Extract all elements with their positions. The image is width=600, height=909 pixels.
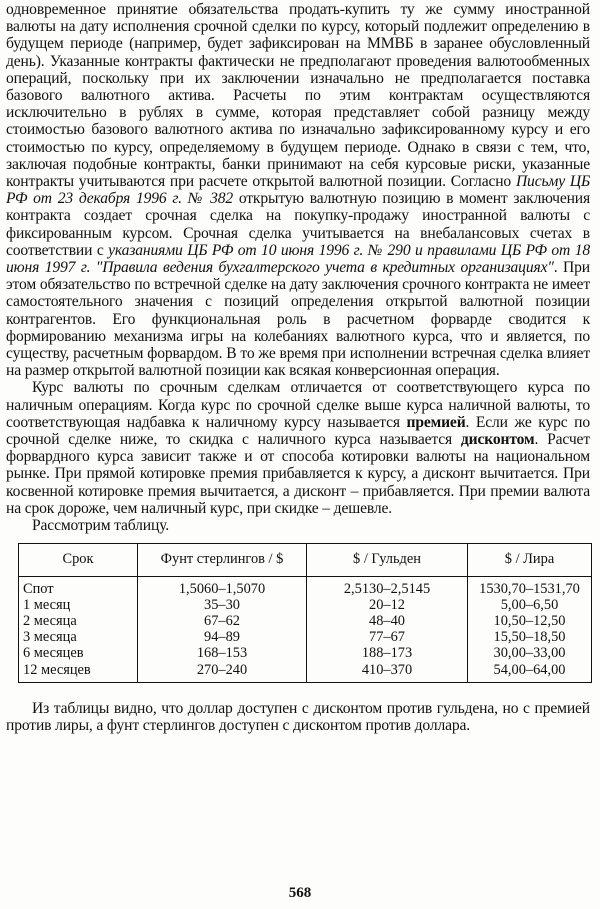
cell-value: 30,00–33,00 (468, 645, 592, 661)
forward-rates-table (18, 543, 592, 682)
document-page (0, 1, 600, 909)
text-run: . Если же курс по срочной сделке ниже, то скидка с наличного курса называется (6, 413, 590, 449)
cell-value: 54,00–64,00 (468, 662, 592, 683)
cell-value: 94–89 (138, 629, 307, 645)
table-row (19, 629, 592, 645)
column-header-usd-lira: $ / Лира (468, 544, 592, 576)
table-header-row (19, 544, 592, 576)
text-run: открытую валютную позицию в момент заключения контракта создает срочная сделка на покупку-продажу иностранной валюты с фиксированным курсом. Срочная сделка учитывается на внебалансовых счетах в соответствии с (6, 190, 591, 259)
table-row (19, 662, 592, 683)
paragraph-table-intro (6, 517, 590, 534)
page-number: 568 (288, 885, 312, 901)
paragraph-forward-settlement (6, 1, 590, 379)
column-header-term: Срок (19, 544, 138, 576)
table-row (19, 613, 592, 629)
cell-term: 12 месяцев (19, 662, 138, 683)
cell-term: 1 месяц (19, 597, 138, 613)
cell-value: 5,00–6,50 (468, 597, 592, 613)
text-run: . Расчет форвардного курса зависит также и от способа котировки валюты на национальном рынке. При прямой котировке премия прибавляется к курсу, а дисконт вычитается. При косвенной котировке премия вычитается, а дисконт – прибавляется. При премии валюта на срок дороже, чем наличный курс, при скидке – дешевле. (6, 431, 590, 517)
cell-term: 3 месяца (19, 629, 138, 645)
column-header-usd-guilder: $ / Гульден (307, 544, 468, 576)
text-run: . При этом обязательство по встречной сделке на дату заключения срочного контракта не имеет самостоятельного значения с позиций определения открытой валютной позиции контрагентов. Его функциональная роль в расчетном форварде сводится к формированию механизма игры на колебаниях валютного курса, что и является, по существу, расчетным форвардом. В то же время при исполнении встречная сделка влияет на размер открытой валютной позиции как всякая конверсионная операция. (6, 259, 590, 380)
text-run: Из таблицы видно, что доллар доступен с дисконтом против гульдена, но с премией против лиры, а фунт стерлингов доступен с дисконтом против доллара. (6, 699, 590, 734)
cell-value: 1,5060–1,5070 (138, 576, 307, 597)
cell-term: 6 месяцев (19, 645, 138, 661)
cell-term: Спот (19, 576, 138, 597)
cell-value: 48–40 (307, 613, 468, 629)
cell-value: 77–67 (307, 629, 468, 645)
cell-value: 270–240 (138, 662, 307, 683)
text-run: Курс валюты по срочным сделкам отличается от соответствующего курса по наличным операциям. Когда курс по срочной сделке выше курса наличной валюты, то соответствующая надбавка к наличному курсу называется (6, 379, 590, 431)
cell-value: 168–153 (138, 645, 307, 661)
cell-value: 2,5130–2,5145 (307, 576, 468, 597)
table-row (19, 645, 592, 661)
cell-value: 1530,70–1531,70 (468, 576, 592, 597)
cell-value: 35–30 (138, 597, 307, 613)
cell-value: 188–173 (307, 645, 468, 661)
cell-value: 20–12 (307, 597, 468, 613)
bold-term: премией (406, 413, 466, 431)
paragraph-conclusion (6, 700, 590, 734)
bold-term: дисконтом (460, 431, 535, 449)
table-row (19, 597, 592, 613)
column-header-gbp-usd: Фунт стерлингов / $ (138, 544, 307, 576)
text-run: одновременное принятие обязательства продать-купить ту же сумму иностранной валюты на дату исполнения срочной сделки по курсу, который подлежит определению в будущем периоде (например, будет зафиксирован на ММВБ в заранее обусловленный день). Указанные контракты фактически не предполагают проведения валютообменных операций, поскольку при их заключении изначально не предполагается поставка базового валютного актива. Расчеты по этим контрактам осуществляются исключительно в рублях в сумме, которая представляет собой разницу между стоимостью базового валютного актива по изначально зафиксированному курсу и его стоимостью по курсу, определяемому в будущем периоде. Однако в связи с тем, что, заключая подобные контракты, банки принимают на себя курсовые риски, указанные контракты учитываются при расчете открытой валютной позиции. Согласно (6, 1, 590, 191)
paragraph-forward-rate (6, 379, 590, 517)
italic-reference: указаниями ЦБ РФ от 10 июня 1996 г. № 290 и правилами ЦБ РФ от 18 июня 1997 г. "Правила ведения бухгалтерского учета в кредитных организациях" (6, 241, 590, 277)
cell-value: 67–62 (138, 613, 307, 629)
cell-term: 2 месяца (19, 613, 138, 629)
text-run: Рассмотрим таблицу. (32, 517, 170, 535)
cell-value: 410–370 (307, 662, 468, 683)
table-row (19, 576, 592, 597)
cell-value: 15,50–18,50 (468, 629, 592, 645)
italic-reference: Письму ЦБ РФ от 23 декабря 1996 г. № 382 (6, 173, 590, 208)
cell-value: 10,50–12,50 (468, 613, 592, 629)
